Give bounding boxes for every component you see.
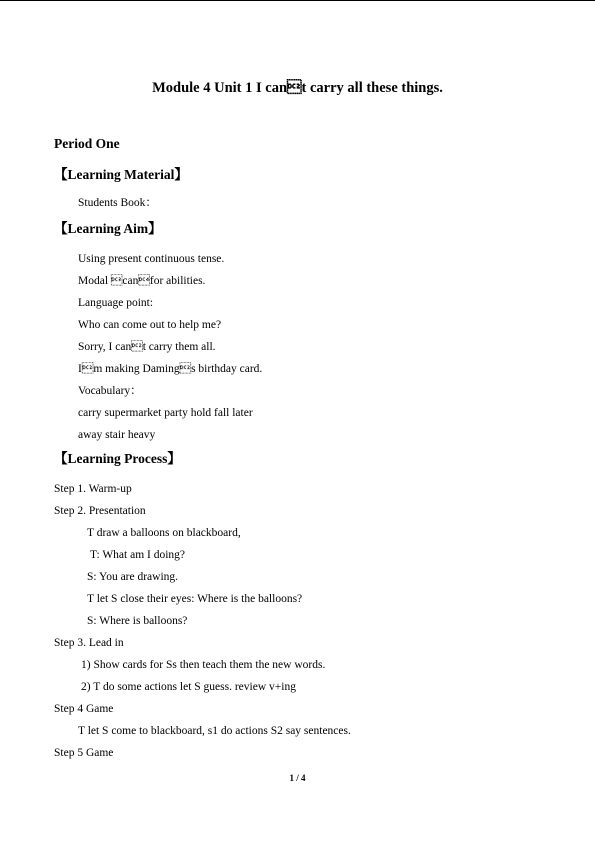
period-heading: Period One [54, 136, 120, 151]
top-rule [0, 0, 595, 1]
learning-process-line: 1) Show cards for Ss then teach them the new words. [81, 659, 326, 671]
learning-aim-line: Sorry, I cant carry them all. [78, 341, 216, 353]
learning-process-line: S: Where is balloons? [87, 615, 188, 627]
learning-process-step: Step 1. Warm-up [54, 483, 132, 495]
learning-aim-line: Using present continuous tense. [78, 253, 225, 265]
learning-aim-line: carry supermarket party hold fall later [78, 407, 253, 419]
learning-aim-line: Language point: [78, 297, 154, 309]
learning-material-heading: 【Learning Material】 [54, 167, 188, 182]
learning-aim-line: Im making Damings birthday card. [78, 363, 263, 375]
learning-aim-line: Vocabulary： [78, 385, 142, 397]
learning-process-line: 2) T do some actions let S guess. review v+ing [81, 681, 296, 693]
page-number: 1 / 4 [289, 773, 306, 783]
learning-process-line: T draw a balloons on blackboard, [87, 527, 241, 539]
learning-process-line: T: What am I doing? [90, 549, 186, 561]
learning-material-text: Students Book： [78, 197, 157, 209]
learning-process-line: S: You are drawing. [87, 571, 179, 583]
learning-aim-heading: 【Learning Aim】 [54, 221, 162, 236]
learning-process-line: T let S close their eyes: Where is the balloons? [87, 593, 303, 605]
learning-process-step: Step 4 Game [54, 703, 114, 715]
learning-aim-line: Modal canfor abilities. [78, 275, 206, 287]
learning-aim-line: away stair heavy [78, 429, 156, 441]
learning-process-step: Step 5 Game [54, 747, 114, 759]
learning-process-step: Step 3. Lead in [54, 637, 124, 649]
learning-process-step: Step 2. Presentation [54, 505, 146, 517]
learning-process-heading: 【Learning Process】 [54, 451, 181, 466]
learning-aim-line: Who can come out to help me? [78, 319, 222, 331]
learning-process-line: T let S come to blackboard, s1 do actions S2 say sentences. [78, 725, 351, 737]
document-title: Module 4 Unit 1 I cant carry all these things. [152, 80, 443, 96]
